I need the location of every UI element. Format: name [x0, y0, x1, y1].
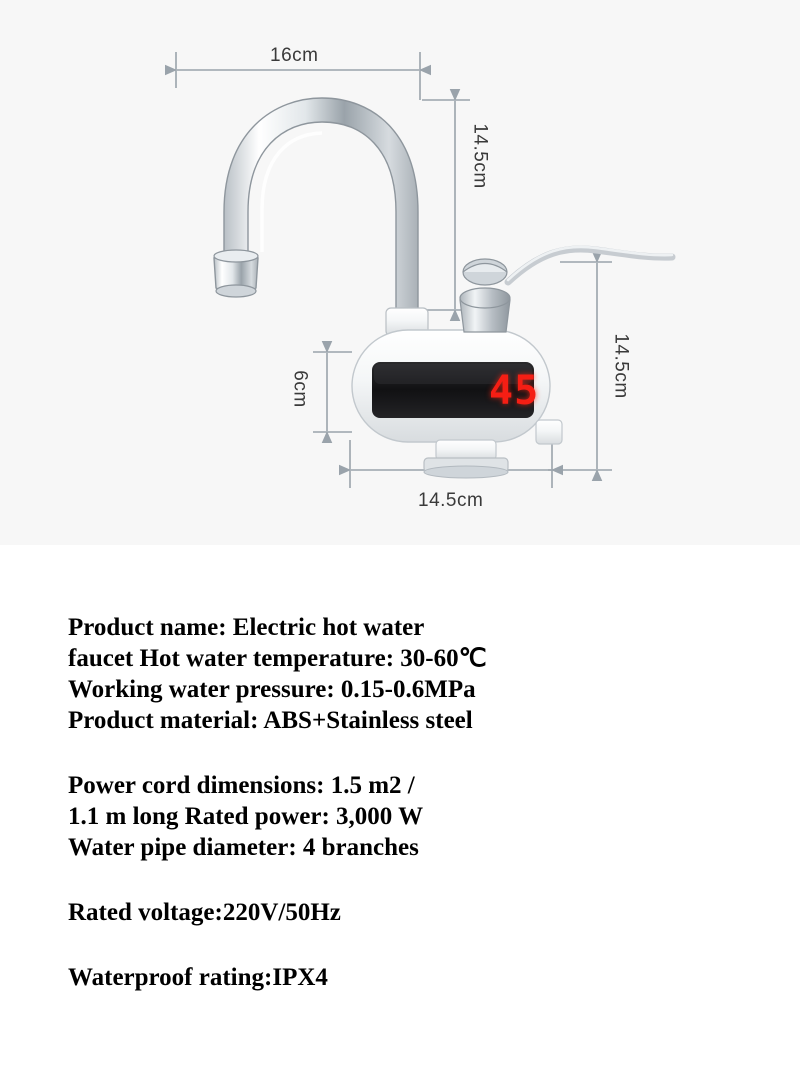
spec-line: Waterproof rating:IPX4	[68, 964, 328, 991]
spec-group	[68, 962, 768, 993]
spec-line: Rated voltage:220V/50Hz	[68, 899, 341, 926]
spec-line: Power cord dimensions: 1.5 m2 /	[68, 772, 415, 799]
led-temperature-display: 45	[489, 368, 540, 414]
dimension-label-small-height: 6cm	[289, 370, 311, 408]
spec-line: faucet Hot water temperature: 30-60℃	[68, 645, 487, 672]
spec-line: Water pipe diameter: 4 branches	[68, 834, 419, 861]
spec-line: Product name: Electric hot water	[68, 614, 425, 641]
spec-line: 1.1 m long Rated power: 3,000 W	[68, 803, 424, 830]
dimension-label-bottom-width: 14.5cm	[418, 490, 484, 511]
spec-group	[68, 897, 768, 928]
dimension-label-top-width: 16cm	[270, 45, 319, 66]
dim-line-small-height	[313, 352, 352, 432]
spec-line: Product material: ABS+Stainless steel	[68, 707, 473, 734]
product-specifications	[68, 612, 768, 993]
dimension-label-body-height: 14.5cm	[610, 333, 632, 399]
spec-line: Working water pressure: 0.15-0.6MPa	[68, 676, 476, 703]
faucet-illustration	[214, 98, 672, 478]
spec-group	[68, 612, 768, 736]
dimension-label-spout-height: 14.5cm	[469, 123, 491, 189]
spec-group	[68, 770, 768, 863]
